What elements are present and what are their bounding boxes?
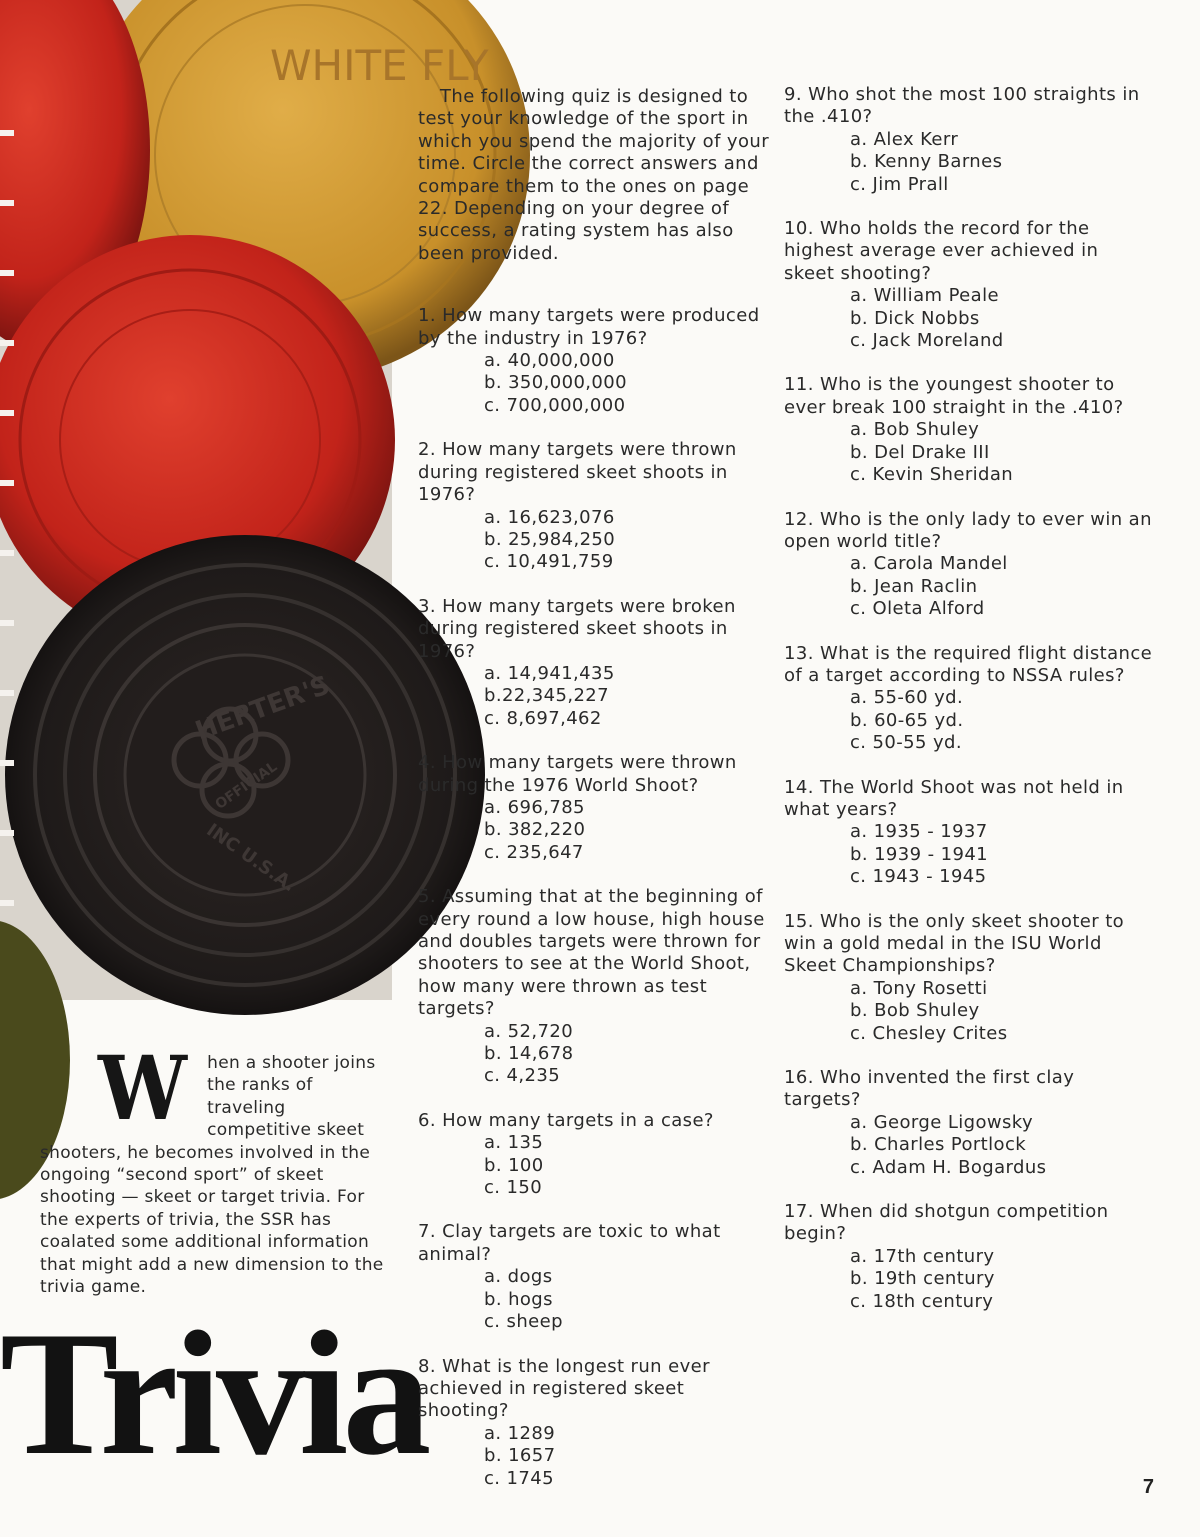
quiz-column-left <box>418 86 770 1512</box>
answer-option: c. Chesley Crites <box>850 1022 1008 1044</box>
answer-option: c. 150 <box>484 1177 543 1199</box>
quiz-question <box>418 596 770 730</box>
answer-option: c. sheep <box>484 1311 563 1333</box>
page-number: 7 <box>1142 1476 1154 1498</box>
emboss-center: OFFICIAL <box>212 758 281 813</box>
answer-option: b. Del Drake III <box>850 441 990 463</box>
drop-cap: W <box>98 1036 188 1140</box>
quiz-question <box>784 84 1154 196</box>
answer-option: a. Alex Kerr <box>850 128 959 150</box>
answer-option: a. dogs <box>484 1266 553 1288</box>
quiz-question <box>418 305 770 417</box>
answer-option: a. William Peale <box>850 285 999 307</box>
question-stem: 10. Who holds the record for the highest average ever achieved in skeet shooting? <box>784 218 1099 284</box>
intro-text: hen a shooter joins the ranks of traveling competitive skeet shooters, he becomes involved in the ongoing “second sport” of skeet shooting — skeet or target trivia. For the experts of trivia, the SSR has coalated some additional information that might add a new dimension to the trivia game. <box>40 1053 384 1298</box>
quiz-question <box>784 218 1154 352</box>
answer-option: c. 8,697,462 <box>484 707 602 729</box>
answer-option: a. Bob Shuley <box>850 419 980 441</box>
answer-option: a. 1935 - 1937 <box>850 821 988 843</box>
answer-option: b. 14,678 <box>484 1043 574 1065</box>
answer-option: b. Jean Raclin <box>850 575 978 597</box>
quiz-column-right <box>784 84 1154 1335</box>
quiz-question <box>784 777 1154 889</box>
question-stem: 13. What is the required flight distance of a target according to NSSA rules? <box>784 642 1153 686</box>
question-stem: 9. Who shot the most 100 straights in the .410? <box>784 84 1140 128</box>
answer-option: a. 1289 <box>484 1422 556 1444</box>
quiz-question <box>784 643 1154 755</box>
answer-option: c. 1943 - 1945 <box>850 866 987 888</box>
question-stem: 2. How many targets were thrown during registered skeet shoots in 1976? <box>418 439 737 506</box>
quiz-question <box>784 1201 1154 1313</box>
answer-option: a. 696,785 <box>484 796 585 818</box>
answer-option: a. 40,000,000 <box>484 350 615 372</box>
answer-option: c. Kevin Sheridan <box>850 464 1014 486</box>
question-stem: 5. Assuming that at the beginning of every round a low house, high house and doubles targets were thrown for shooters to see at the World Shoot, how many were thrown as test targets? <box>418 886 765 1020</box>
question-stem: 11. Who is the youngest shooter to ever break 100 straight in the .410? <box>784 374 1124 418</box>
answer-option: c. 700,000,000 <box>484 394 626 416</box>
answer-option: b. 19th century <box>850 1268 995 1290</box>
question-stem: 12. Who is the only lady to ever win an open world title? <box>784 508 1152 552</box>
answer-option: b. Kenny Barnes <box>850 151 1003 173</box>
answer-option: a. Tony Rosetti <box>850 977 988 999</box>
answer-option: b. 382,220 <box>484 819 586 841</box>
answer-option: b. 1657 <box>484 1445 556 1467</box>
quiz-intro: The following quiz is designed to test your knowledge of the sport in which you spend the majority of your time. Circle the correct answers and compare them to the ones on page 22. Depending on your degree of success, a rating system has also been provided. <box>418 86 770 264</box>
answer-option: b.22,345,227 <box>484 685 610 707</box>
question-stem: 14. The World Shoot was not held in what years? <box>784 776 1124 820</box>
answer-option: a. 14,941,435 <box>484 662 615 684</box>
answer-option: b. 350,000,000 <box>484 372 627 394</box>
answer-option: b. 25,984,250 <box>484 528 616 550</box>
quiz-question <box>784 911 1154 1045</box>
question-stem: 17. When did shotgun competition begin? <box>784 1201 1109 1245</box>
quiz-question <box>418 1110 770 1200</box>
question-stem: 7. Clay targets are toxic to what animal? <box>418 1221 721 1265</box>
answer-option: a. 135 <box>484 1132 544 1154</box>
answer-option: b. 100 <box>484 1154 544 1176</box>
quiz-question <box>784 374 1154 486</box>
answer-option: b. Charles Portlock <box>850 1134 1027 1156</box>
emboss-origin: INC U.S.A. <box>202 819 300 897</box>
answer-option: b. 1939 - 1941 <box>850 843 989 865</box>
answer-option: c. 10,491,759 <box>484 551 614 573</box>
quiz-question <box>418 1221 770 1333</box>
answer-option: a. Carola Mandel <box>850 553 1008 575</box>
answer-option: a. 52,720 <box>484 1020 574 1042</box>
quiz-question <box>418 886 770 1088</box>
question-stem: 3. How many targets were broken during registered skeet shoots in 1976? <box>418 595 736 662</box>
answer-option: c. Adam H. Bogardus <box>850 1156 1047 1178</box>
answer-option: a. George Ligowsky <box>850 1111 1034 1133</box>
question-stem: 6. How many targets in a case? <box>418 1109 714 1131</box>
emboss-brand: HERTER'S <box>191 670 334 747</box>
answer-option: c. Jim Prall <box>850 173 949 195</box>
answer-option: a. 17th century <box>850 1245 995 1267</box>
answer-option: c. 50-55 yd. <box>850 732 962 754</box>
quiz-question <box>784 509 1154 621</box>
answer-option: c. 18th century <box>850 1290 994 1312</box>
answer-option: a. 55-60 yd. <box>850 687 964 709</box>
intro-paragraph <box>40 1036 392 1298</box>
clay-targets-illustration <box>0 0 489 1000</box>
clay-targets-photo <box>0 0 489 1000</box>
quiz-question <box>418 1356 770 1490</box>
quiz-question <box>418 752 770 864</box>
page-title: Trivia <box>0 1294 426 1492</box>
answer-option: c. Oleta Alford <box>850 598 985 620</box>
answer-option: c. Jack Moreland <box>850 330 1004 352</box>
question-stem: 16. Who invented the first clay targets? <box>784 1067 1075 1111</box>
quiz-question <box>418 439 770 573</box>
question-stem: 15. Who is the only skeet shooter to win a gold medal in the ISU World Skeet Championships? <box>784 910 1125 977</box>
answer-option: c. 235,647 <box>484 841 584 863</box>
quiz-question <box>784 1067 1154 1179</box>
answer-option: b. Dick Nobbs <box>850 307 980 329</box>
answer-option: c. 1745 <box>484 1467 554 1489</box>
answer-option: b. hogs <box>484 1288 553 1310</box>
emboss-yellow: WHITE FLY <box>270 41 489 90</box>
question-stem: 4. How many targets were thrown during the 1976 World Shoot? <box>418 752 737 796</box>
answer-option: b. 60-65 yd. <box>850 709 964 731</box>
answer-option: c. 4,235 <box>484 1065 561 1087</box>
answer-option: a. 16,623,076 <box>484 506 615 528</box>
question-stem: 8. What is the longest run ever achieved in registered skeet shooting? <box>418 1355 710 1422</box>
answer-option: b. Bob Shuley <box>850 1000 980 1022</box>
question-stem: 1. How many targets were produced by the industry in 1976? <box>418 305 760 349</box>
